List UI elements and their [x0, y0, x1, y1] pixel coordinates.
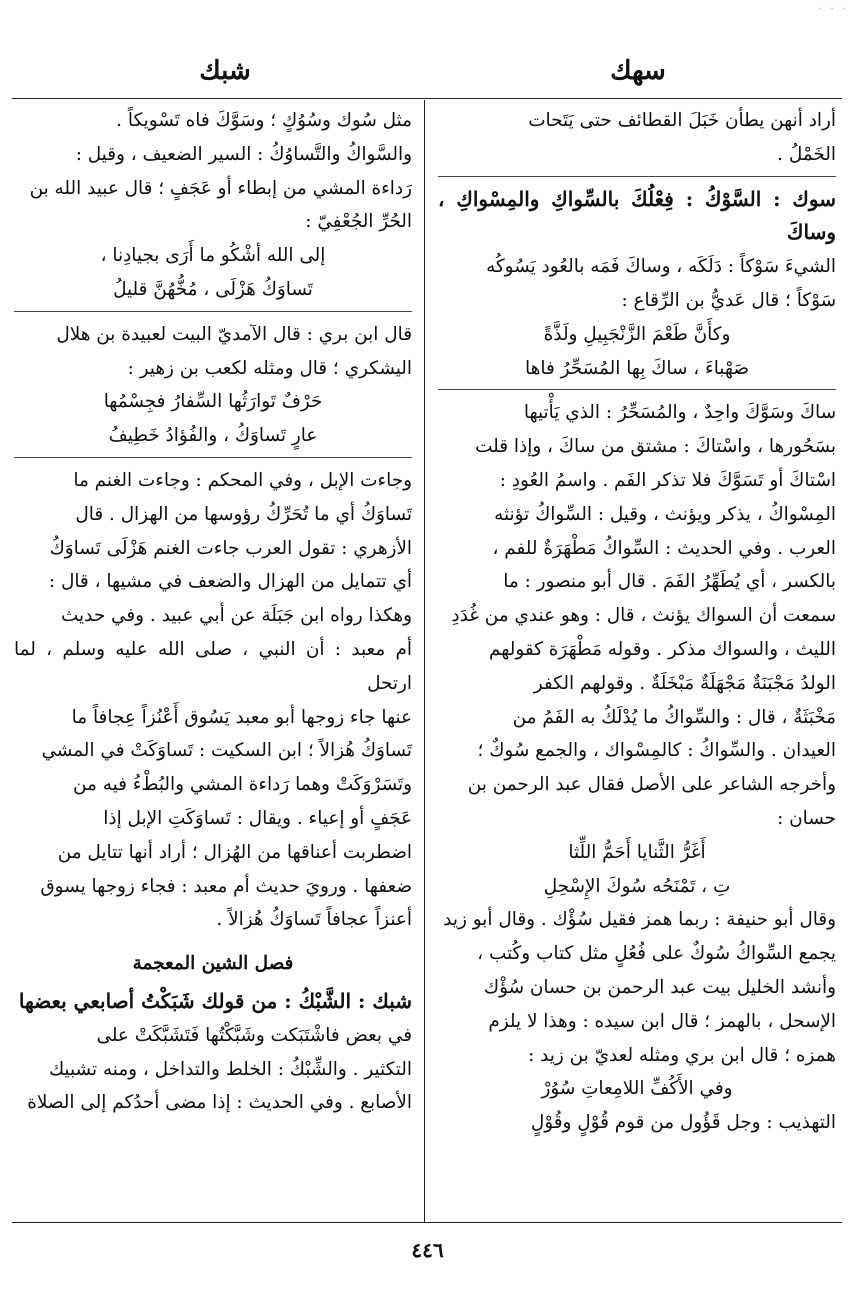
verse-divider — [438, 389, 836, 390]
text-line: وجاءت الإبل ، وفي المحكم : وجاءت الغنم ما — [73, 469, 412, 491]
text-line: اليشكري ؛ قال ومثله لكعب بن زهير : — [127, 357, 412, 379]
verse-line: إلى الله أشْكُو ما أَرَى بجيادِنا ، — [100, 245, 326, 267]
text-line: العيدان . والسِّواكُ : كالمِسْواك ، والجمع سُوكٌ ؛ — [477, 740, 836, 762]
text-line: بسَحُورها ، واسْتاكَ : مشتق من ساكَ ، وإذا قلت — [475, 436, 836, 458]
text-line: مثل سُوك وسُوُكٍ ؛ وسَوَّكَ فاه تَسْويكاً . — [116, 110, 412, 131]
text-line: أي تتمايل من الهزال والضعف في مشيها ، قال : — [48, 571, 412, 593]
verse-line: وكأَنَّ طَعْمَ الزَّنْجَبِيلِ ولَذَّةً — [543, 323, 731, 345]
text-line: الليث ، والسواك مذكر . وقوله مَطْهَرَة كقولهم — [489, 638, 836, 660]
text-line: العرب . وفي الحديث : السِّواكُ مَطْهَرَةٌ للفم ، — [492, 537, 836, 559]
text-line: الحُرِّ الجُعْفِيّ : — [305, 211, 412, 233]
left-column — [14, 104, 412, 1120]
text-line: وقال أبو حنيفة : ربما همز فقيل سُؤْك . وقال أبو زيد — [443, 909, 836, 931]
text-line: أم معبد : أن النبي ، صلى الله عليه وسلم ، لما ارتحل — [14, 638, 412, 694]
text-line: سمعت أن السواك يؤنث ، قال : وهو عندي من غُدَدِ — [451, 605, 836, 627]
text-line: عَجَفٍ أو إعياء . ويقال : تَساوَكَتِ الإبل إذا — [103, 807, 412, 829]
text-line: اضطربت أعناقها من الهُزال ؛ أراد أنها تتايل من — [57, 841, 412, 863]
text-line: بالكسر ، أي يُطَهِّرُ الفَمَ . قال أبو منصور : ما — [503, 571, 836, 593]
bottom-rule — [12, 1222, 842, 1223]
section-heading: فصل الشين المعجمة — [132, 953, 294, 975]
page-number: ٤٤٦ — [411, 1238, 444, 1262]
text-line: في بعض فاشْتَبَكت وشَبَّكْتُها فَتَشَبَّكَتْ على — [96, 1024, 412, 1046]
spacer — [14, 937, 412, 941]
text-line: المِسْواكُ ، يذكر ويؤنث ، وقيل : السِّواكُ تؤنثه — [494, 503, 836, 525]
text-line: الأصابع . وفي الحديث : إذا مضى أحدُكم إلى الصلاة — [27, 1092, 412, 1114]
text-line: وهكذا رواه ابن جَبَلَة عن أبي عبيد . وفي حديث — [60, 605, 412, 627]
text-line: تَساوَكُ أي ما تُحَرِّكُ رؤوسها من الهزال . قال — [75, 503, 412, 525]
right-column — [438, 104, 836, 1140]
text-line: أعنزاً عجافاً تَساوَكُ هُزالاً . — [216, 909, 412, 931]
column-divider — [424, 100, 425, 1222]
running-head-left: شبك — [199, 56, 251, 86]
text-line: الولدُ مَجْبَنَةٌ مَجْهَلَةٌ مَبْخَلَةٌ . وقولهم الكفر — [533, 672, 836, 694]
text-line: وأخرجه الشاعر على الأصل فقال عبد الرحمن بن — [467, 774, 836, 796]
text-line: مَخْبَثَةٌ ، قال : والسِّواكُ ما يُدْلَكُ به الفَمُ من — [512, 706, 836, 728]
verse-line: تِ ، تَمْنَحُه سُوكَ الإِسْحِلِ — [543, 875, 731, 897]
entry-start-line: شبك : الشَّبْكُ : من قولك شَبَكْتُ أصابعي بعضها — [18, 988, 412, 1013]
text-line: حسان : — [777, 807, 836, 829]
verse-line: حَرْفٌ تَوارَثُها السِّفارُ فجِسْمُها — [103, 391, 323, 413]
verse-line: وفي الأَكُفِّ اللامِعاتِ سُوُرْ — [541, 1078, 733, 1100]
verse-line: عارٍ تَساوَكُ ، والفُؤادُ خَطِيفُ — [108, 425, 318, 447]
text-line: وتَسَرْوَكَتْ وهما رَداءة المشي والبُطْءُ فيه من — [73, 774, 412, 796]
margin-speckle: · · · — [818, 4, 849, 15]
running-head-right: سهك — [610, 56, 666, 86]
verse-divider — [14, 311, 412, 312]
text-line: والسَّواكُ والتَّساوُكُ : السير الضعيف ، وقيل : — [75, 143, 412, 165]
verse-line: صَهْباءَ ، ساكَ بِها المُسَحِّرُ فاها — [525, 357, 749, 379]
text-line: سَوْكاً ؛ قال عَديُّ بن الرِّقاع : — [621, 289, 836, 311]
verse-line: تَساوَكُ هَزْلَى ، مُخُّهُنَّ قليلُ — [113, 278, 313, 300]
text-line: يجمع السِّواكُ سُوكٌ على فُعُلٍ مثل كتاب وكُتب ، — [477, 943, 836, 965]
text-line: الشيءَ سَوْكاً : دَلَكَه ، وساكَ فَمَه بالعُود يَسُوكُه — [486, 256, 836, 278]
text-line: أراد أنهن يطأن خَبَلَ القطائف حتى يَتَحات — [528, 110, 836, 131]
verse-line: أَغَرُّ الثَّنايا أَحَمُّ اللِّثا — [568, 841, 706, 863]
text-line: عنها جاء زوجها أبو معبد يَسُوق أَعْنُزاً عِجافاً ما — [71, 706, 412, 728]
entry-start-line: سوك : السَّوْكُ : فِعْلُكَ بالسِّواكِ والمِسْواكِ ، وساكَ — [438, 186, 836, 245]
text-line: الإسحل ، بالهمز ؛ قال ابن سيده : وهذا لا يلزم — [488, 1010, 836, 1032]
text-line: تَساوَكُ هُزالاً ؛ ابن السكيت : تَساوَكَتْ في المشي — [41, 740, 412, 762]
text-line: ضعفها . ورويَ حديث أم معبد : فجاء زوجها يسوق — [40, 875, 412, 897]
text-line: اسْتاكَ أو تَسَوَّكَ فلا تذكر الفَم . واسمُ العُودِ : — [499, 469, 836, 491]
text-line: الخَمْلُ . — [777, 143, 836, 165]
text-line: التهذيب : وجل قَؤُول من قوم قُوْلٍ وقُوْلٍ — [530, 1112, 836, 1134]
text-line: الأزهري : تقول العرب جاءت الغنم هَزْلَى تَساوَكُ — [49, 537, 412, 559]
text-line: همزه ؛ قال ابن بري ومثله لعديّ بن زيد : — [528, 1044, 836, 1066]
text-line: رَداءة المشي من إبطاء أو عَجَفٍ ؛ قال عبيد الله بن — [29, 177, 412, 199]
text-line: التكثير . والشِّبْكُ : الخلط والتداخل ، ومنه تشبيك — [48, 1058, 412, 1080]
text-line: ساكَ وسَوَّكَ واحِدٌ ، والمُسَحِّرُ : الذي يَأْتيها — [523, 402, 836, 424]
text-line: قال ابن بري : قال الآمديّ البيت لعبيدة بن هلال — [56, 323, 412, 345]
top-rule — [12, 98, 842, 99]
entry-divider — [438, 176, 836, 177]
text-line: وأنشد الخليل بيت عبد الرحمن بن حسان سُؤْك — [483, 976, 836, 998]
verse-divider — [14, 457, 412, 458]
